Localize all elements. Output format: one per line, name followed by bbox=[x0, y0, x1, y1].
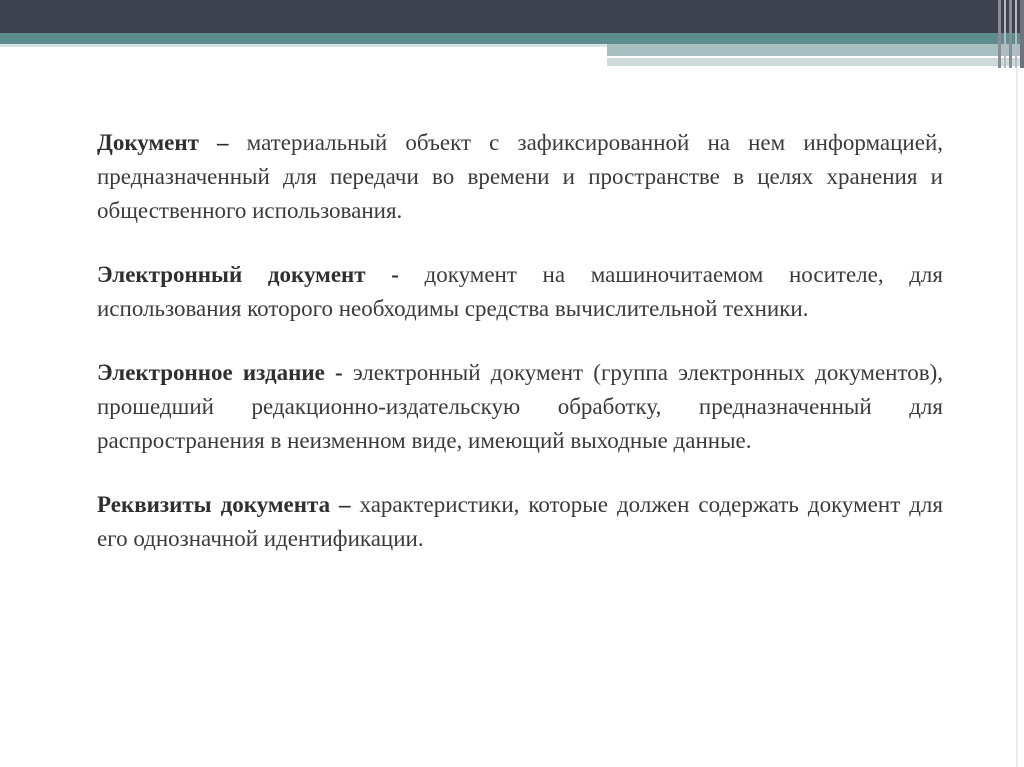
header-thin-accent-bar bbox=[607, 58, 1024, 66]
definition-text: документ на машиночитаемом носителе, для использования которого необходимы средства вычислительной техники. bbox=[97, 262, 943, 321]
header-dark-bar bbox=[0, 0, 1024, 33]
header-teal-bar bbox=[0, 33, 1024, 44]
slide-frame-edge bbox=[1016, 68, 1018, 767]
definition-term: Электронное издание - bbox=[97, 360, 343, 385]
definition-term: Реквизиты документа – bbox=[97, 492, 351, 517]
definition-paragraph-document-requisites bbox=[97, 488, 943, 556]
definition-term: Электронный документ - bbox=[97, 262, 399, 287]
definition-text: электронный документ (группа электронных документов), прошедший редакционно-издательскую обработку, предназначенный для распространения в неизменном виде, имеющий выходные данные. bbox=[97, 360, 943, 453]
definition-paragraph-electronic-document bbox=[97, 258, 943, 326]
slide-content bbox=[97, 126, 943, 586]
slide-header-band bbox=[0, 0, 1024, 70]
definition-text: характеристики, которые должен содержать документ для его однозначной идентификации. bbox=[97, 492, 943, 551]
header-underline-bar bbox=[0, 44, 607, 47]
definition-text: материальный объект с зафиксированной на нем информацией, предназначенный для передачи во времени и пространстве в целях хранения и общественного использования. bbox=[97, 130, 943, 223]
definition-paragraph-document bbox=[97, 126, 943, 228]
header-right-stripes bbox=[998, 0, 1024, 68]
definition-paragraph-electronic-edition bbox=[97, 356, 943, 458]
definition-term: Документ – bbox=[97, 130, 229, 155]
header-light-accent-bar bbox=[607, 44, 1024, 56]
